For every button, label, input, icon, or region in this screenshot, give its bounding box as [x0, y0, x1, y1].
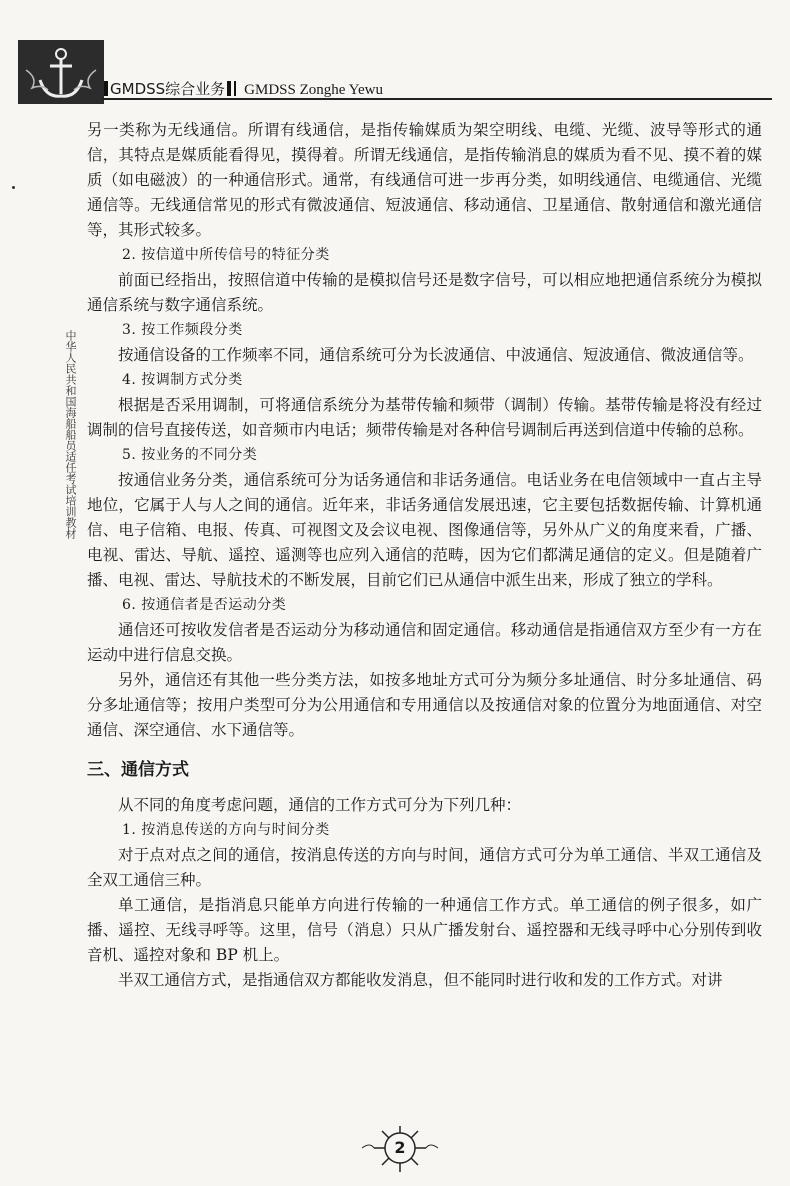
- header-bar-thin: [234, 81, 236, 96]
- header-title-cn: GMDSS综合业务: [110, 80, 226, 98]
- header-bar-right: [227, 81, 231, 96]
- header-title-en: GMDSS Zonghe Yewu: [244, 82, 383, 98]
- paragraph: 对于点对点之间的通信，按消息传送的方向与时间，通信方式可分为单工通信、半双工通信及全双工通信三种。: [87, 846, 762, 889]
- paragraph: 根据是否采用调制，可将通信系统分为基带传输和频带（调制）传输。基带传输是将没有经过调制的信号直接传送，如音频市内电话；频带传输是对各种信号调制后再送到信道中传输的总称。: [87, 396, 762, 439]
- header-title: [102, 78, 383, 99]
- paragraph: 单工通信，是指消息只能单方向进行传输的一种通信工作方式。单工通信的例子很多，如广播、遥控、无线寻呼等。这里，信号（消息）只从广播发射台、遥控器和无线寻呼中心分别传到收音机、遥控对象和 BP 机上。: [87, 896, 762, 964]
- paragraph: 另外，通信还有其他一些分类方法，如按多地址方式可分为频分多址通信、时分多址通信、码分多址通信等；按用户类型可分为公用通信和专用通信以及按通信对象的位置分为地面通信、对空通信、深空通信、水下通信等。: [87, 671, 762, 739]
- page-number: 2: [394, 1138, 406, 1157]
- subheading: 2. 按信道中所传信号的特征分类: [122, 247, 330, 263]
- section-title: 三、通信方式: [87, 760, 189, 780]
- page-body: [87, 118, 762, 993]
- page-header: [0, 40, 790, 104]
- paragraph: 按通信业务分类，通信系统可分为话务通信和非话务通信。电话业务在电信领域中一直占主导地位，它属于人与人之间的通信。近年来，非话务通信发展迅速，它主要包括数据传输、计算机通信、电子信箱、电报、传真、可视图文及会议电视、图像通信等，另外从广义的角度来看，广播、电视、雷达、导航、遥控、遥测等也应列入通信的范畴，因为它们都满足通信的定义。但是随着广播、电视、雷达、导航技术的不断发展，目前它们已从通信中派生出来，形成了独立的学科。: [87, 471, 762, 589]
- paragraph: 通信还可按收发信者是否运动分为移动通信和固定通信。移动通信是指通信双方至少有一方在运动中进行信息交换。: [87, 621, 762, 664]
- margin-dot: [12, 186, 15, 189]
- page-footer: [360, 1122, 440, 1178]
- subheading: 1. 按消息传送的方向与时间分类: [122, 822, 330, 838]
- header-bar-left: [104, 81, 108, 96]
- paragraph: 前面已经指出，按照信道中传输的是模拟信号还是数字信号，可以相应地把通信系统分为模拟通信系统与数字通信系统。: [87, 271, 762, 314]
- paragraph: 按通信设备的工作频率不同，通信系统可分为长波通信、中波通信、短波通信、微波通信等。: [118, 346, 754, 364]
- header-rule: [102, 98, 772, 100]
- subheading: 5. 按业务的不同分类: [122, 447, 258, 463]
- side-series-title: 中华人民共和国海船船员适任考试培训教材: [64, 330, 77, 539]
- paragraph: 半双工通信方式，是指通信双方都能收发消息，但不能同时进行收和发的工作方式。对讲: [118, 971, 723, 989]
- subheading: 3. 按工作频段分类: [122, 322, 243, 338]
- subheading: 4. 按调制方式分类: [122, 372, 243, 388]
- paragraph: 从不同的角度考虑问题，通信的工作方式可分为下列几种：: [118, 796, 522, 814]
- anchor-icon: [18, 40, 104, 104]
- paragraph: 另一类称为无线通信。所谓有线通信，是指传输媒质为架空明线、电缆、光缆、波导等形式的通信，其特点是媒质能看得见，摸得着。所谓无线通信，是指传输消息的媒质为看不见、摸不着的媒质（如电磁波）的一种通信形式。通常，有线通信可进一步再分类，如明线通信、电缆通信、光缆通信等。无线通信常见的形式有微波通信、短波通信、移动通信、卫星通信、散射通信和激光通信等，其形式较多。: [87, 121, 762, 239]
- subheading: 6. 按通信者是否运动分类: [122, 597, 287, 613]
